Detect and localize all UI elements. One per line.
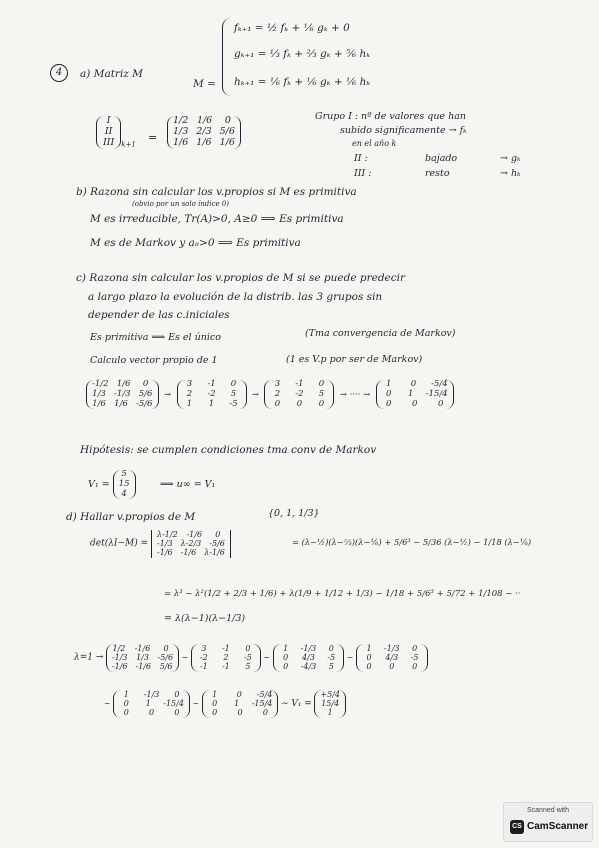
part-d-title: d) Hallar v.propios de M bbox=[66, 511, 196, 523]
reduction-chain-c: -1/2 1/6 0 1/3 -1/3 5/6 1/6 1/6 -5/6 → 3 -1 0 2 -2 5 1 1 -5 → 3 -1 0 2 -2 5 0 0 0 → ···· → 1 0 -5/4 0 1 -15/4 0 0 0 bbox=[86, 380, 454, 409]
group-1-line-1: Grupo I : nº de valores que han bbox=[315, 111, 466, 122]
part-b-line-2: M es de Markov y aᵢᵢ>0 ⟹ Es primitiva bbox=[90, 237, 301, 249]
group-3-text: resto bbox=[425, 168, 450, 179]
group-1-line-2: subido significamente → fₖ bbox=[340, 125, 467, 136]
m-label: M = bbox=[193, 78, 216, 90]
part-c-primitive: Es primitiva ⟹ Es el único bbox=[90, 332, 221, 343]
eigenvector-v1: V₁ = 5 15 4 bbox=[88, 470, 136, 499]
watermark-line-1: Scanned with bbox=[526, 807, 570, 814]
lambda-1-reduction: λ=1 → 1/2 -1/6 0 -1/3 1/3 -5/6 -1/6 -1/6 5/6 ∼ 3 -1 0 -2 2 -5 -1 -1 5 ∼ 1 -1/3 0 0 4/3 -5 0 -4/3 5 ∼ 1 -1/3 0 0 4/3 -5 0 0 0 bbox=[74, 644, 428, 672]
part-b-title: b) Razona sin calcular los v.propios si M es primitiva bbox=[76, 186, 357, 198]
question-number: 4 bbox=[50, 64, 68, 82]
state-vector: I II III k+1 bbox=[96, 116, 136, 149]
group-1-line-3: en el año k bbox=[352, 139, 397, 148]
ellipsis: ···· bbox=[349, 390, 361, 401]
camscanner-logo-icon: CS bbox=[510, 820, 524, 834]
determinant-rhs: = (λ−½)(λ−⅔)(λ−⅙) + 5/6³ − 5/36 (λ−½) − 1/18 (λ−⅙) bbox=[292, 537, 532, 547]
expansion-line: = λ³ − λ²(1/2 + 2/3 + 1/6) + λ(1/9 + 1/12 + 1/3) − 1/18 + 5/6³ + 5/72 + 1/108 − ·· bbox=[164, 589, 521, 599]
u-infinity: ⟹ u∞ = V₁ bbox=[160, 479, 216, 490]
part-c-title-2: a largo plazo la evolución de la distrib. las 3 grupos sin bbox=[88, 291, 383, 303]
equation-3: hₖ₊₁ = ⅙ fₖ + ⅙ gₖ + ⅙ hₖ bbox=[234, 76, 371, 88]
eigenvalue-set: {0, 1, 1/3} bbox=[268, 508, 320, 519]
group-2-var: → gₖ bbox=[500, 153, 521, 164]
group-2-label: II : bbox=[354, 153, 368, 164]
matrix-m: 1/2 1/6 0 1/3 2/3 5/6 1/6 1/6 1/6 bbox=[167, 116, 241, 149]
system-brace bbox=[222, 18, 231, 96]
part-c-calc-note: (1 es V.p por ser de Markov) bbox=[286, 354, 423, 365]
camscanner-watermark bbox=[503, 802, 593, 842]
equation-2: gₖ₊₁ = ⅓ fₖ + ⅔ gₖ + ⅚ hₖ bbox=[234, 48, 371, 60]
hypothesis-line: Hipótesis: se cumplen condiciones tma conv de Markov bbox=[80, 444, 377, 456]
group-3-var: → hₖ bbox=[500, 168, 521, 179]
part-b-line-1: M es irreducible, Tr(A)>0, A≥0 ⟹ Es primitiva bbox=[90, 213, 344, 225]
part-c-title-1: c) Razona sin calcular los v.propios de M si se puede predecir bbox=[76, 272, 406, 284]
watermark-line-2: CamScanner bbox=[527, 821, 589, 832]
group-3-label: III : bbox=[354, 168, 372, 179]
group-2-text: bajado bbox=[425, 153, 458, 164]
part-c-title-3: depender de las c.iniciales bbox=[88, 309, 230, 321]
factorization-line: = λ(λ−1)(λ−1/3) bbox=[164, 613, 246, 624]
part-c-primitive-note: (Tma convergencia de Markov) bbox=[305, 328, 456, 339]
part-c-calc: Calculo vector propio de 1 bbox=[90, 355, 218, 366]
determinant-line: det(λI−M) = λ-1/2 -1/6 0 -1/3 λ-2/3 -5/6 -1/6 -1/6 λ-1/6 bbox=[90, 530, 231, 558]
equation-1: fₖ₊₁ = ½ fₖ + ⅙ gₖ + 0 bbox=[234, 22, 350, 34]
part-b-note: (obvio por un solo índice 0) bbox=[132, 200, 229, 208]
part-a-label: a) Matriz M bbox=[80, 68, 143, 80]
final-reduction: ∼ 1 -1/3 0 0 1 -15/4 0 0 0 ∼ 1 0 -5/4 0 1 -15/4 0 0 0 ∼ V₁ = +5/4 15/4 1 bbox=[104, 690, 346, 718]
equals-sign: = bbox=[148, 131, 158, 144]
